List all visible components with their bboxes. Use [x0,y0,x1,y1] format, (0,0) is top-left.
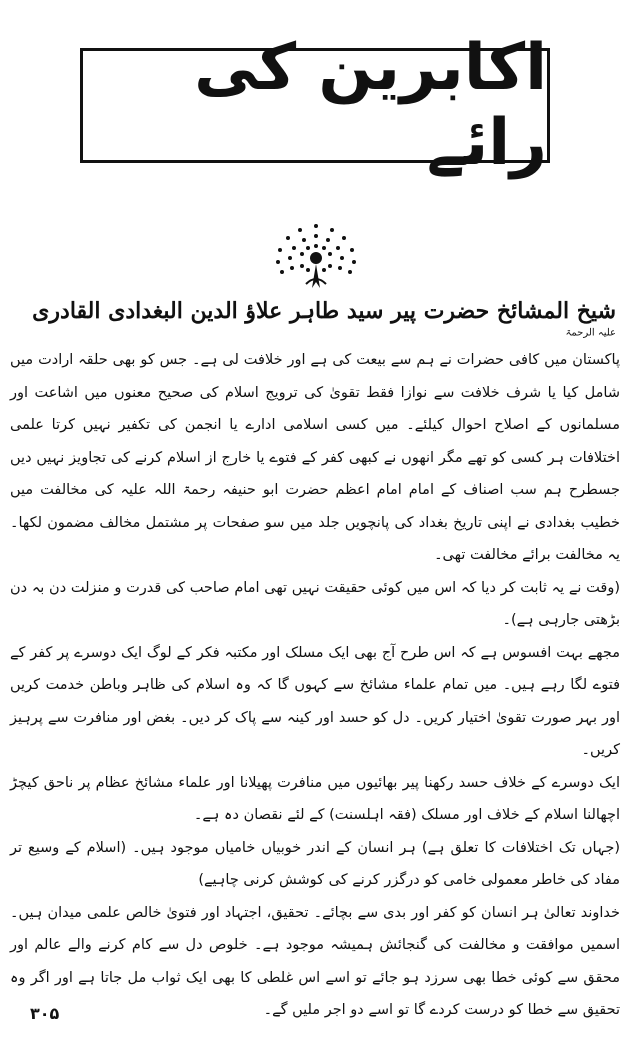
floral-ornament-icon [268,218,364,294]
paragraph-4: ایک دوسرے کے خلاف حسد رکھنا پیر بھائیوں میں منافرت پھیلانا اور علماء مشائخ عظام پر ناحق کیچڑ اچھالنا اسلام کے خلاف اور مسلک (فقہ اہلسنت) کے لئے نقصان دہ ہے۔ [10,774,620,823]
page-number: ۳۰۵ [30,1004,60,1023]
author-honorific: علیہ الرحمۃ [565,327,616,339]
paragraph-1: پاکستان میں کافی حضرات نے ہم سے بیعت کی ہے اور خلافت لی ہے۔ جس کو بھی حلقہ ارادت میں شامل کیا یا شرف خلافت سے نوازا فقط تقویٰ کی ترویج اسلام کی صحیح معنوں میں اشاعت اور مسلمانوں کے اصلاح احوال کیلئے۔ میں کسی اسلامی ادارے یا انجمن کی تکفیر نہیں کرتا علمی اختلافات ہر کسی کو تھے مگر انھوں نے کبھی کفر کے فتوے یا خارج از اسلام کرنے کی تجاویز نہیں دیں جسطرح ہم سب اصناف کے امام امام اعظم حضرت ابو حنیفہ رحمۃ اللہ علیہ کی مخالفت میں خطیب بغدادی نے اپنی تاریخ بغداد کی پانچویں جلد میں سو صفحات پر مشتمل مخالف مضمون لکھا۔ یہ مخالفت برائے مخالفت تھی۔ [10,352,620,563]
author-byline [14,298,616,350]
article-body [10,344,620,1027]
paragraph-6: خداوند تعالیٰ ہر انسان کو کفر اور بدی سے بچائے۔ تحقیق، اجتہاد اور فتویٰ خالص علمی میدان ہیں۔ اسمیں موافقت و مخالفت کی گنجائش ہمیشہ موجود ہے۔ خلوص دل سے کام کرنے والے عالم اور محقق سے کوئی خطا بھی سرزد ہو جائے تو اسے اس غلطی کا بھی ایک ثواب مل جاتا ہے اور اگر وہ تحقیق سے خطا کو درست کردے گا تو اسے دو اجر ملیں گے۔ [10,904,620,1018]
title-frame [80,31,550,180]
author-name: شیخ المشائخ حضرت پیر سید طاہر علاؤ الدین البغدادی القادری [32,298,616,324]
paragraph-2: (وقت نے یہ ثابت کر دیا کہ اس میں کوئی حقیقت نہیں تھی امام صاحب کی قدرت و منزلت دن بہ دن بڑھتی جارہی ہے)۔ [10,579,620,628]
paragraph-5: (جہاں تک اختلافات کا تعلق ہے) ہر انسان کے اندر خوبیاں خامیاں موجود ہیں۔ (اسلام کے وسیع تر مفاد کی خاطر معمولی خامی کو درگزر کرنے کی کوشش کرنی چاہیے) [10,839,620,888]
page-title: اکابرین کی رائے [194,31,547,180]
paragraph-3: مجھے بہت افسوس ہے کہ اس طرح آج بھی ایک مسلک اور مکتبہ فکر کے لوگ ایک دوسرے پر کفر کے فتوے لگا رہے ہیں۔ میں تمام علماء مشائخ سے کہوں گا کہ وہ اسلام کی ظاہر وباطن خدمت کریں اور بہر صورت تقویٰ اختیار کریں۔ دل کو حسد اور کینہ سے پاک کر دیں۔ بغض اور منافرت سے پرہیز کریں۔ [10,644,620,758]
